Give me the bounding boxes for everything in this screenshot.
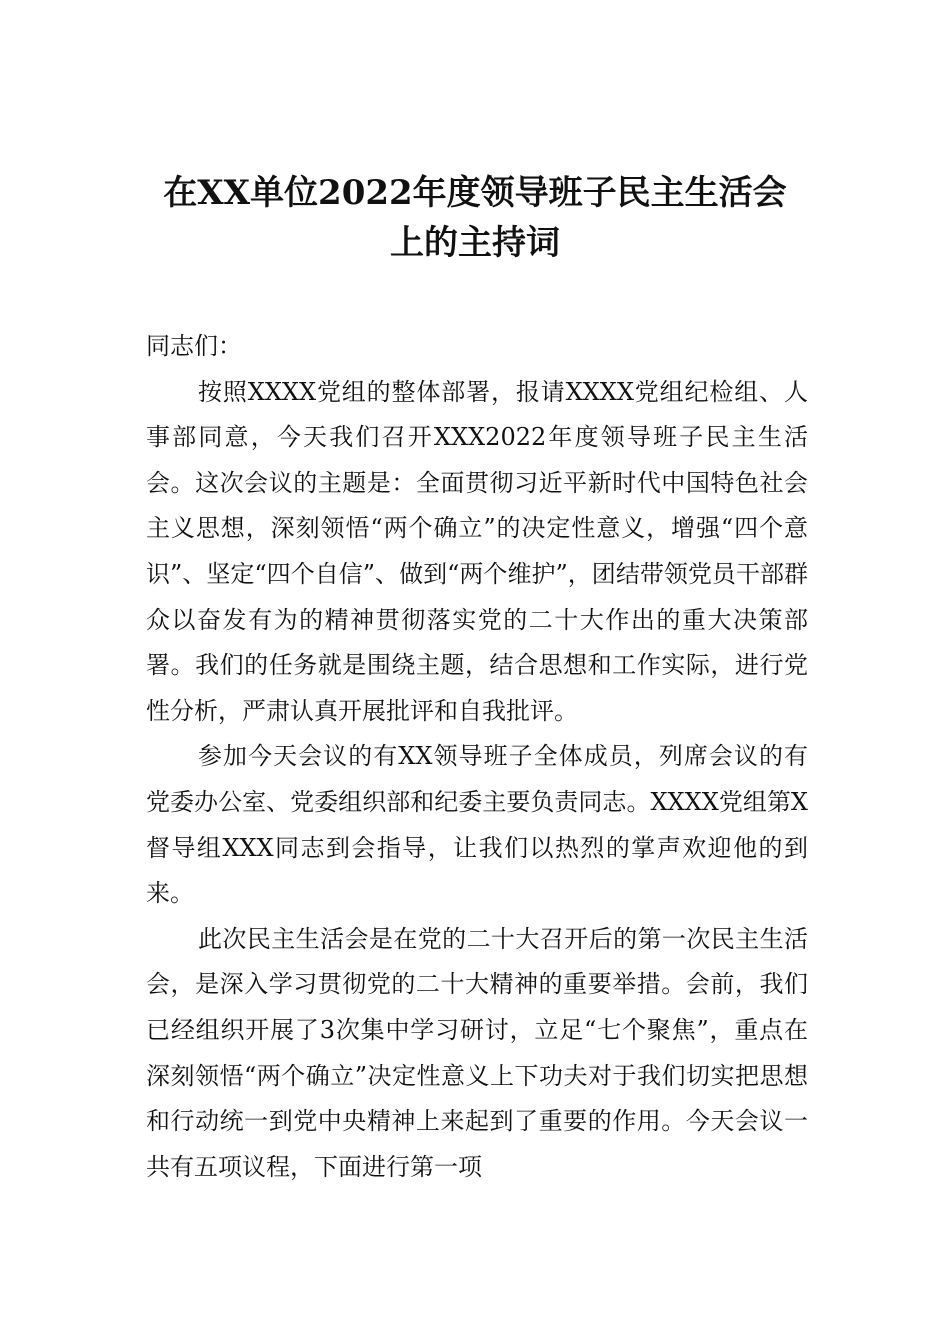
greeting: 同志们： (146, 332, 242, 360)
document-title-line-2: 上的主持词 (390, 223, 560, 263)
paragraph-1: 按照XXXX党组的整体部署，报请XXXX党组纪检组、人事部同意，今天我们召开XXX2022年度领导班子民主生活会。这次会议的主题是：全面贯彻习近平新时代中国特色社会主义思想，深刻领悟“两个确立”的决定性意义，增强“四个意识”、坚定“四个自信”、做到“两个维护”，团结带领党员干部群众以奋发有为的精神贯彻落实党的二十大作出的重大决策部署。我们的任务就是围绕主题，结合思想和工作实际，进行党性分析，严肃认真开展批评和自我批评。 (146, 377, 808, 725)
paragraph-2: 参加今天会议的有XX领导班子全体成员，列席会议的有党委办公室、党委组织部和纪委主要负责同志。XXXX党组第X督导组XXX同志到会指导，让我们以热烈的掌声欢迎他的到来。 (146, 742, 808, 908)
paragraph-3: 此次民主生活会是在党的二十大召开后的第一次民主生活会，是深入学习贯彻党的二十大精神的重要举措。会前，我们已经组织开展了3次集中学习研讨，立足“七个聚焦”，重点在深刻领悟“两个确立”决定性意义上下功夫对于我们切实把思想和行动统一到党中央精神上来起到了重要的作用。今天会议一共有五项议程，下面进行第一项 (146, 924, 808, 1181)
document-body (146, 324, 808, 1190)
document-title-line-1: 在XX单位2022年度领导班子民主生活会 (163, 173, 787, 213)
